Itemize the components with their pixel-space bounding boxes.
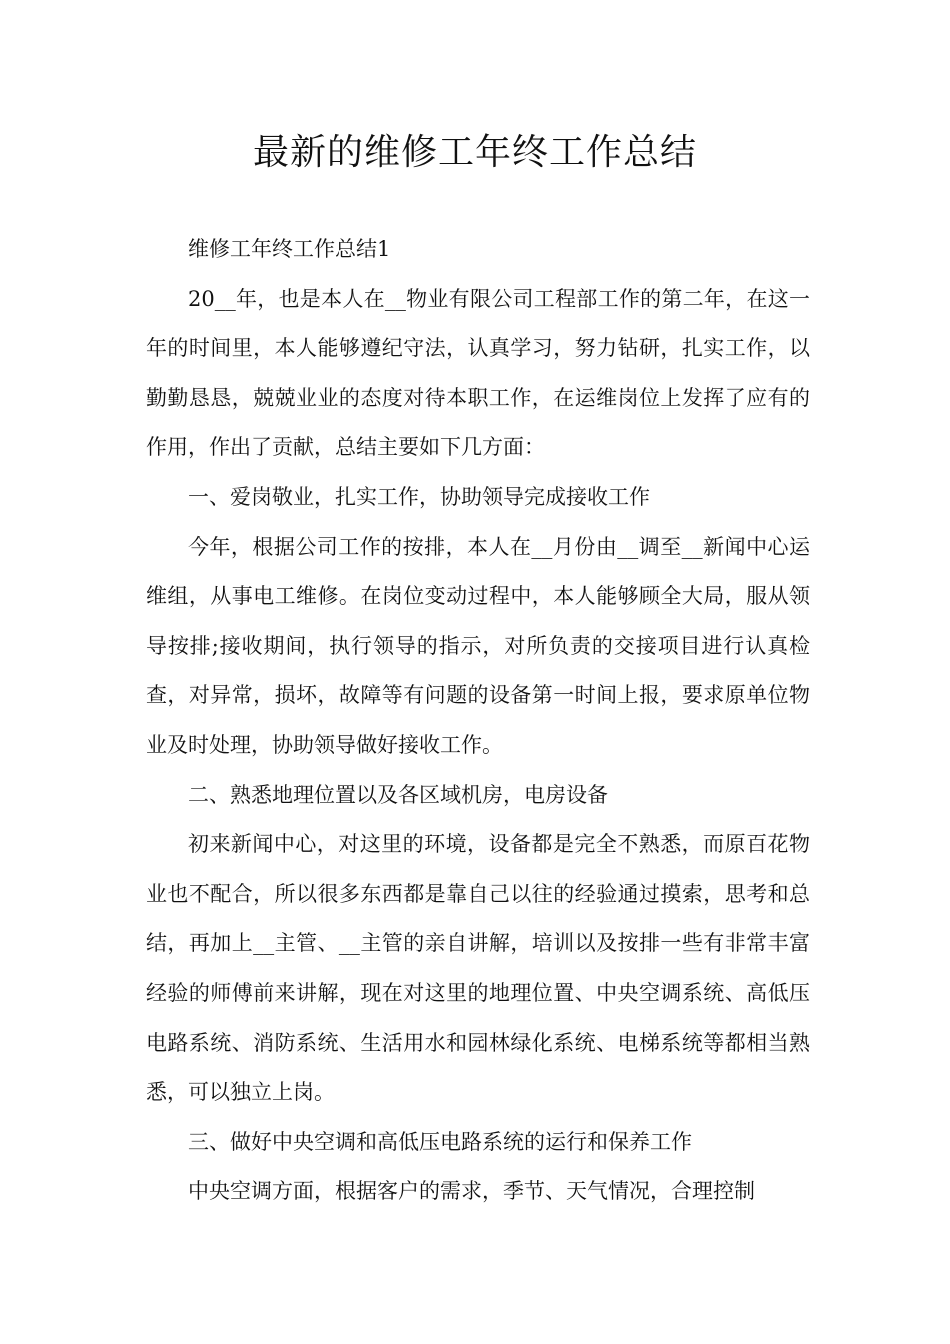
section-heading: 三、做好中央空调和高低压电路系统的运行和保养工作 [188,1129,692,1154]
section-heading: 二、熟悉地理位置以及各区域机房，电房设备 [188,782,608,807]
paragraph: 中央空调方面，根据客户的需求，季节、天气情况，合理控制 [188,1179,755,1204]
document-title: 最新的维修工年终工作总结 [252,132,697,173]
paragraph: 今年，根据公司工作的按排，本人在__月份由__调至__新闻中心运维组，从事电工维修。在岗位变动过程中，本人能够顾全大局，服从领导按排;接收期间，执行领导的指示，对所负责的交接项目进行认真检查，对异常，损坏，故障等有问题的设备第一时间上报，要求原单位物业及时处理，协助领导做好接收工作。 [146,534,810,757]
paragraph: 20__年，也是本人在__物业有限公司工程部工作的第二年，在这一年的时间里，本人能够遵纪守法，认真学习，努力钻研，扎实工作，以勤勤恳恳，兢兢业业的态度对待本职工作，在运维岗位上发挥了应有的作用，作出了贡献，总结主要如下几方面： [146,286,810,460]
section-heading: 一、爱岗敬业，扎实工作，协助领导完成接收工作 [188,484,650,509]
paragraph: 初来新闻中心，对这里的环境，设备都是完全不熟悉，而原百花物业也不配合，所以很多东西都是靠自己以往的经验通过摸索，思考和总结，再加上__主管、__主管的亲自讲解，培训以及按排一些有非常丰富经验的师傅前来讲解，现在对这里的地理位置、中央空调系统、高低压电路系统、消防系统、生活用水和园林绿化系统、电梯系统等都相当熟悉，可以独立上岗。 [146,832,810,1105]
document-body [146,225,810,1217]
section-heading: 维修工年终工作总结1 [188,237,391,261]
